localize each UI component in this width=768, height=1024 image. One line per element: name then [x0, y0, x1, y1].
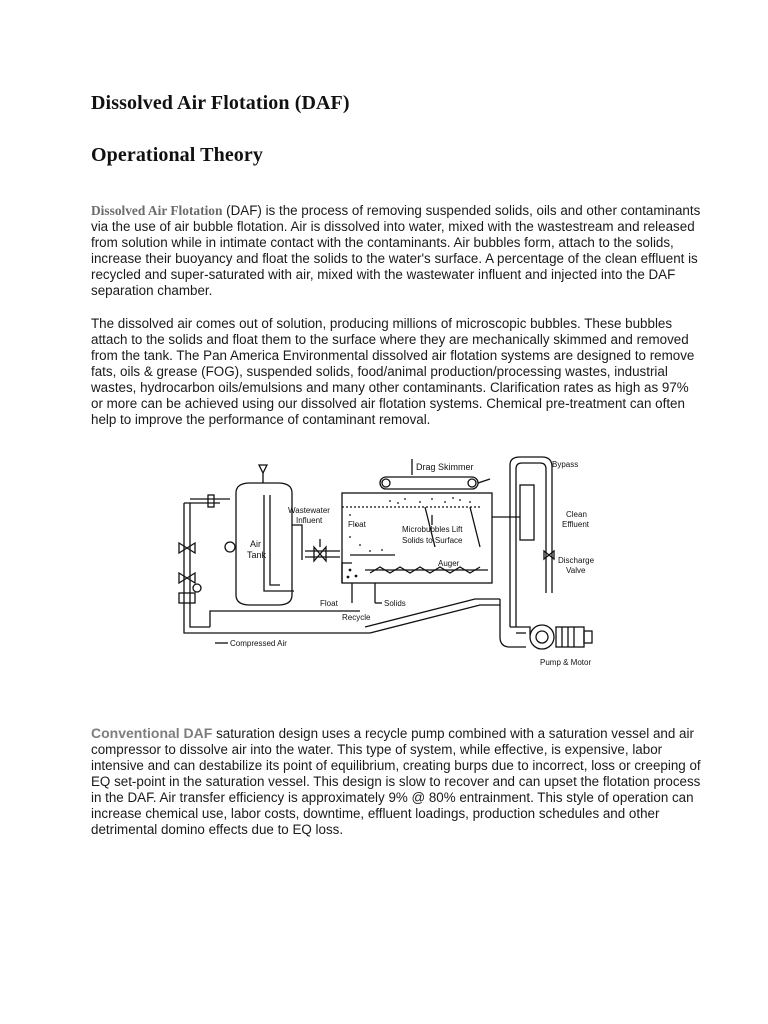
- pump-motor: [530, 625, 592, 649]
- process-paragraph: The dissolved air comes out of solution, producing millions of microscopic bubbles. These bubbles attach to the solids and float them to the surface where they are mechanically skimmed and removed from the tank. The Pan America Environmental dissolved air flotation systems are designed to remove fats, oils & grease (FOG), suspended solids, food/animal production/processing wastes, industrial wastes, hydrocarbon oils/emulsions and many other contaminants. Clarification rates as high as 97% or more can be achieved using our dissolved air flotation systems. Chemical pre-treatment can often help to improve the performance of contaminant removal.: [91, 316, 695, 427]
- drag-skimmer-label: Drag Skimmer: [416, 462, 474, 472]
- wastewater-influent-pipe: [305, 539, 340, 561]
- microbubbles-label-line2: Solids to Surface: [402, 536, 463, 545]
- wastewater-label-line2: Influent: [296, 516, 323, 525]
- bypass-label: Bypass: [552, 460, 579, 469]
- conventional-daf-paragraph: [91, 725, 701, 838]
- float-top-label: Float: [348, 520, 366, 529]
- daf-term-link[interactable]: Dissolved Air Flotation: [91, 203, 223, 218]
- daf-system-diagram: [170, 455, 610, 670]
- intro-paragraph-body: (DAF) is the process of removing suspended solids, oils and other contaminants via the use of air bubble flotation. Air is dissolved into water, mixed with the wastestream and released from solution while in intimate contact with the contaminants. Air bubbles form, attach to the solids, increase their buoyancy and float the solids to the water's surface. A percentage of the clean effluent is recycled and super-saturated with air, mixed with the wastewater influent and injected into the DAF separation chamber.: [91, 203, 701, 298]
- clean-effluent-label-line2: Effluent: [562, 520, 589, 529]
- clean-effluent-label-line1: Clean: [566, 510, 587, 519]
- discharge-valve-label-line1: Discharge: [558, 556, 595, 565]
- page-title: Dissolved Air Flotation (DAF): [91, 92, 350, 114]
- pump-motor-label: Pump & Motor: [540, 658, 592, 667]
- compressed-air-label: Compressed Air: [230, 639, 287, 648]
- intro-paragraph: [91, 203, 701, 299]
- air-tank-label-line1: Air: [250, 539, 261, 549]
- microbubbles-label-line1: Microbubbles Lift: [402, 525, 463, 534]
- wastewater-label-line1: Wastewater: [288, 506, 330, 515]
- compressed-air-line: [184, 499, 230, 643]
- conventional-daf-paragraph-body: saturation design uses a recycle pump combined with a saturation vessel and air compressor to dissolve air into the water. This type of system, while effective, is expensive, labor intensive and can destabilize its point of equilibrium, creating burps due to incorrect, loss or creeping of EQ set-point in the saturation vessel. This design is slow to recover and can upset the flotation process in the DAF. Air transfer efficiency is approximately 9% @ 80% entrainment. This style of operation can increase chemical use, labor costs, downtime, effluent loadings, production schedules and other detrimental domino effects due to EQ loss.: [91, 726, 701, 837]
- discharge-valve-label-line2: Valve: [566, 566, 586, 575]
- section-heading: Operational Theory: [91, 144, 263, 166]
- effluent-column: [492, 457, 554, 647]
- auger: [365, 567, 488, 573]
- air-tank: [225, 465, 302, 605]
- float-bottom-label: Float: [320, 599, 338, 608]
- solids-label: Solids: [384, 599, 406, 608]
- conventional-daf-term-link[interactable]: Conventional DAF: [91, 725, 213, 741]
- auger-label: Auger: [438, 559, 460, 568]
- recycle-label: Recycle: [342, 613, 371, 622]
- air-tank-label-line2: Tank: [247, 550, 267, 560]
